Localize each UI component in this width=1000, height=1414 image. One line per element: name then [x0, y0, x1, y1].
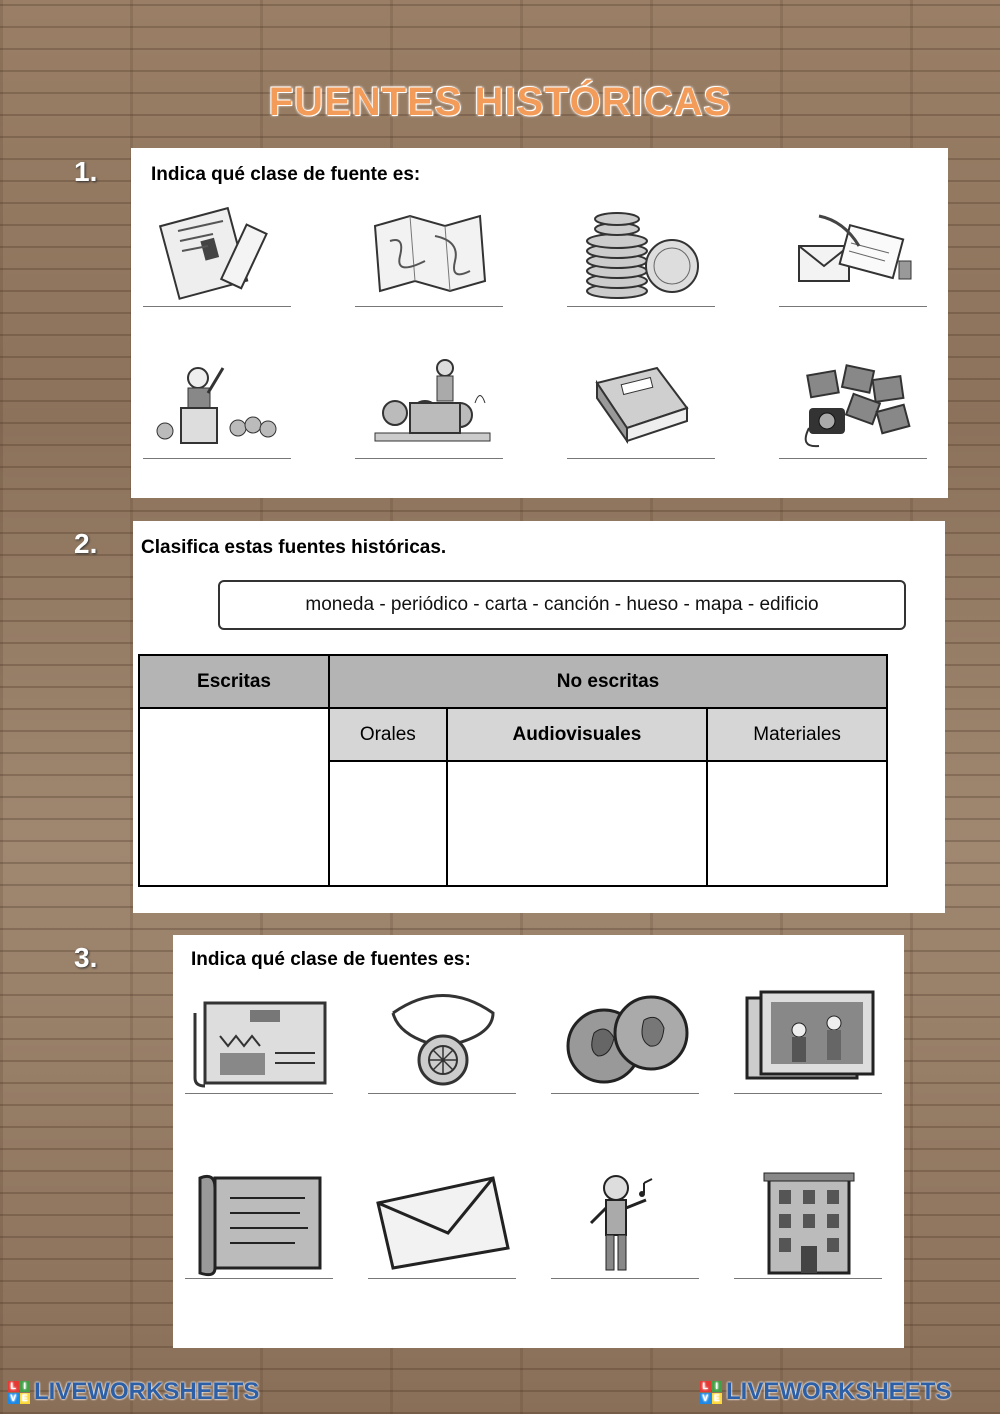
- ex1-item-8: [779, 348, 929, 459]
- ex1-item-1: [143, 196, 293, 307]
- sub-orales: Orales: [329, 708, 447, 761]
- camera-photos-icon: [789, 353, 919, 453]
- ex1-item-3: [567, 196, 717, 307]
- footer-brand-text: LIVEWORKSHEETS: [726, 1378, 952, 1405]
- answer-line[interactable]: [368, 1278, 516, 1279]
- ex1-item-7: [567, 348, 717, 459]
- answer-cell-escritas[interactable]: [139, 708, 329, 886]
- scroll-icon: [190, 1168, 330, 1278]
- exercise-3-number: 3.: [74, 942, 98, 973]
- answer-line[interactable]: [355, 306, 503, 307]
- answer-line[interactable]: [567, 306, 715, 307]
- ex3-item-8: [734, 1168, 884, 1279]
- singing-person-icon: [556, 1168, 696, 1278]
- building-icon: [739, 1168, 879, 1278]
- exercise-1-instruction: Indica qué clase de fuente es:: [151, 164, 421, 185]
- ex3-item-6: [368, 1168, 518, 1279]
- exercise-3-instruction: Indica qué clase de fuentes es:: [191, 949, 471, 970]
- answer-cell-audiovisuales[interactable]: [447, 761, 708, 886]
- ex3-item-3: [551, 983, 701, 1094]
- col-escritas: Escritas: [139, 655, 329, 708]
- ex1-item-6: [355, 348, 505, 459]
- answer-line[interactable]: [143, 306, 291, 307]
- answer-line[interactable]: [734, 1278, 882, 1279]
- sub-materiales: Materiales: [707, 708, 887, 761]
- sub-audiovisuales: Audiovisuales: [447, 708, 708, 761]
- ex1-item-2: [355, 196, 505, 307]
- ex1-item-5: [143, 348, 293, 459]
- answer-line[interactable]: [551, 1093, 699, 1094]
- ex1-item-4: [779, 196, 929, 307]
- exercise-2-number: 2.: [74, 528, 98, 559]
- answer-line[interactable]: [143, 458, 291, 459]
- ex3-item-1: [185, 983, 335, 1094]
- newspaper-icon: [190, 988, 330, 1088]
- ex3-item-2: [368, 983, 518, 1094]
- answer-line[interactable]: [567, 458, 715, 459]
- answer-line[interactable]: [551, 1278, 699, 1279]
- book-icon: [577, 353, 707, 453]
- answer-line[interactable]: [185, 1278, 333, 1279]
- ruins-icon: [365, 353, 495, 453]
- ex3-item-7: [551, 1168, 701, 1279]
- envelope-icon: [373, 1168, 513, 1278]
- page-title: FUENTES HISTÓRICAS: [268, 80, 732, 124]
- answer-line[interactable]: [779, 306, 927, 307]
- answer-cell-orales[interactable]: [329, 761, 447, 886]
- answer-line[interactable]: [368, 1093, 516, 1094]
- exercise-1-panel: [131, 148, 948, 498]
- footer-brand-right: [700, 1378, 951, 1406]
- answer-line[interactable]: [185, 1093, 333, 1094]
- newspaper-icon: [153, 201, 283, 301]
- medallion-icon: [373, 988, 513, 1088]
- footer-brand-text: LIVEWORKSHEETS: [34, 1378, 260, 1405]
- photographs-icon: [739, 988, 879, 1088]
- speech-icon: [153, 353, 283, 453]
- footer-brand-left: [8, 1378, 259, 1406]
- col-no-escritas: No escritas: [329, 655, 887, 708]
- exercise-1-number: 1.: [74, 156, 98, 187]
- answer-line[interactable]: [779, 458, 927, 459]
- word-bank: moneda - periódico - carta - canción - hueso - mapa - edificio: [218, 580, 906, 630]
- answer-cell-materiales[interactable]: [707, 761, 887, 886]
- ex3-item-5: [185, 1168, 335, 1279]
- ex3-item-4: [734, 983, 884, 1094]
- exercise-3-panel: [173, 935, 904, 1348]
- letter-icon: [789, 201, 919, 301]
- classification-table: [138, 654, 888, 887]
- map-icon: [365, 201, 495, 301]
- answer-line[interactable]: [734, 1093, 882, 1094]
- answer-line[interactable]: [355, 458, 503, 459]
- exercise-2-instruction: Clasifica estas fuentes históricas.: [141, 537, 447, 558]
- coins-icon: [556, 988, 696, 1088]
- liveworksheets-logo-icon: L I V E: [8, 1381, 30, 1403]
- liveworksheets-logo-icon: L I V E: [700, 1381, 722, 1403]
- coins-icon: [577, 201, 707, 301]
